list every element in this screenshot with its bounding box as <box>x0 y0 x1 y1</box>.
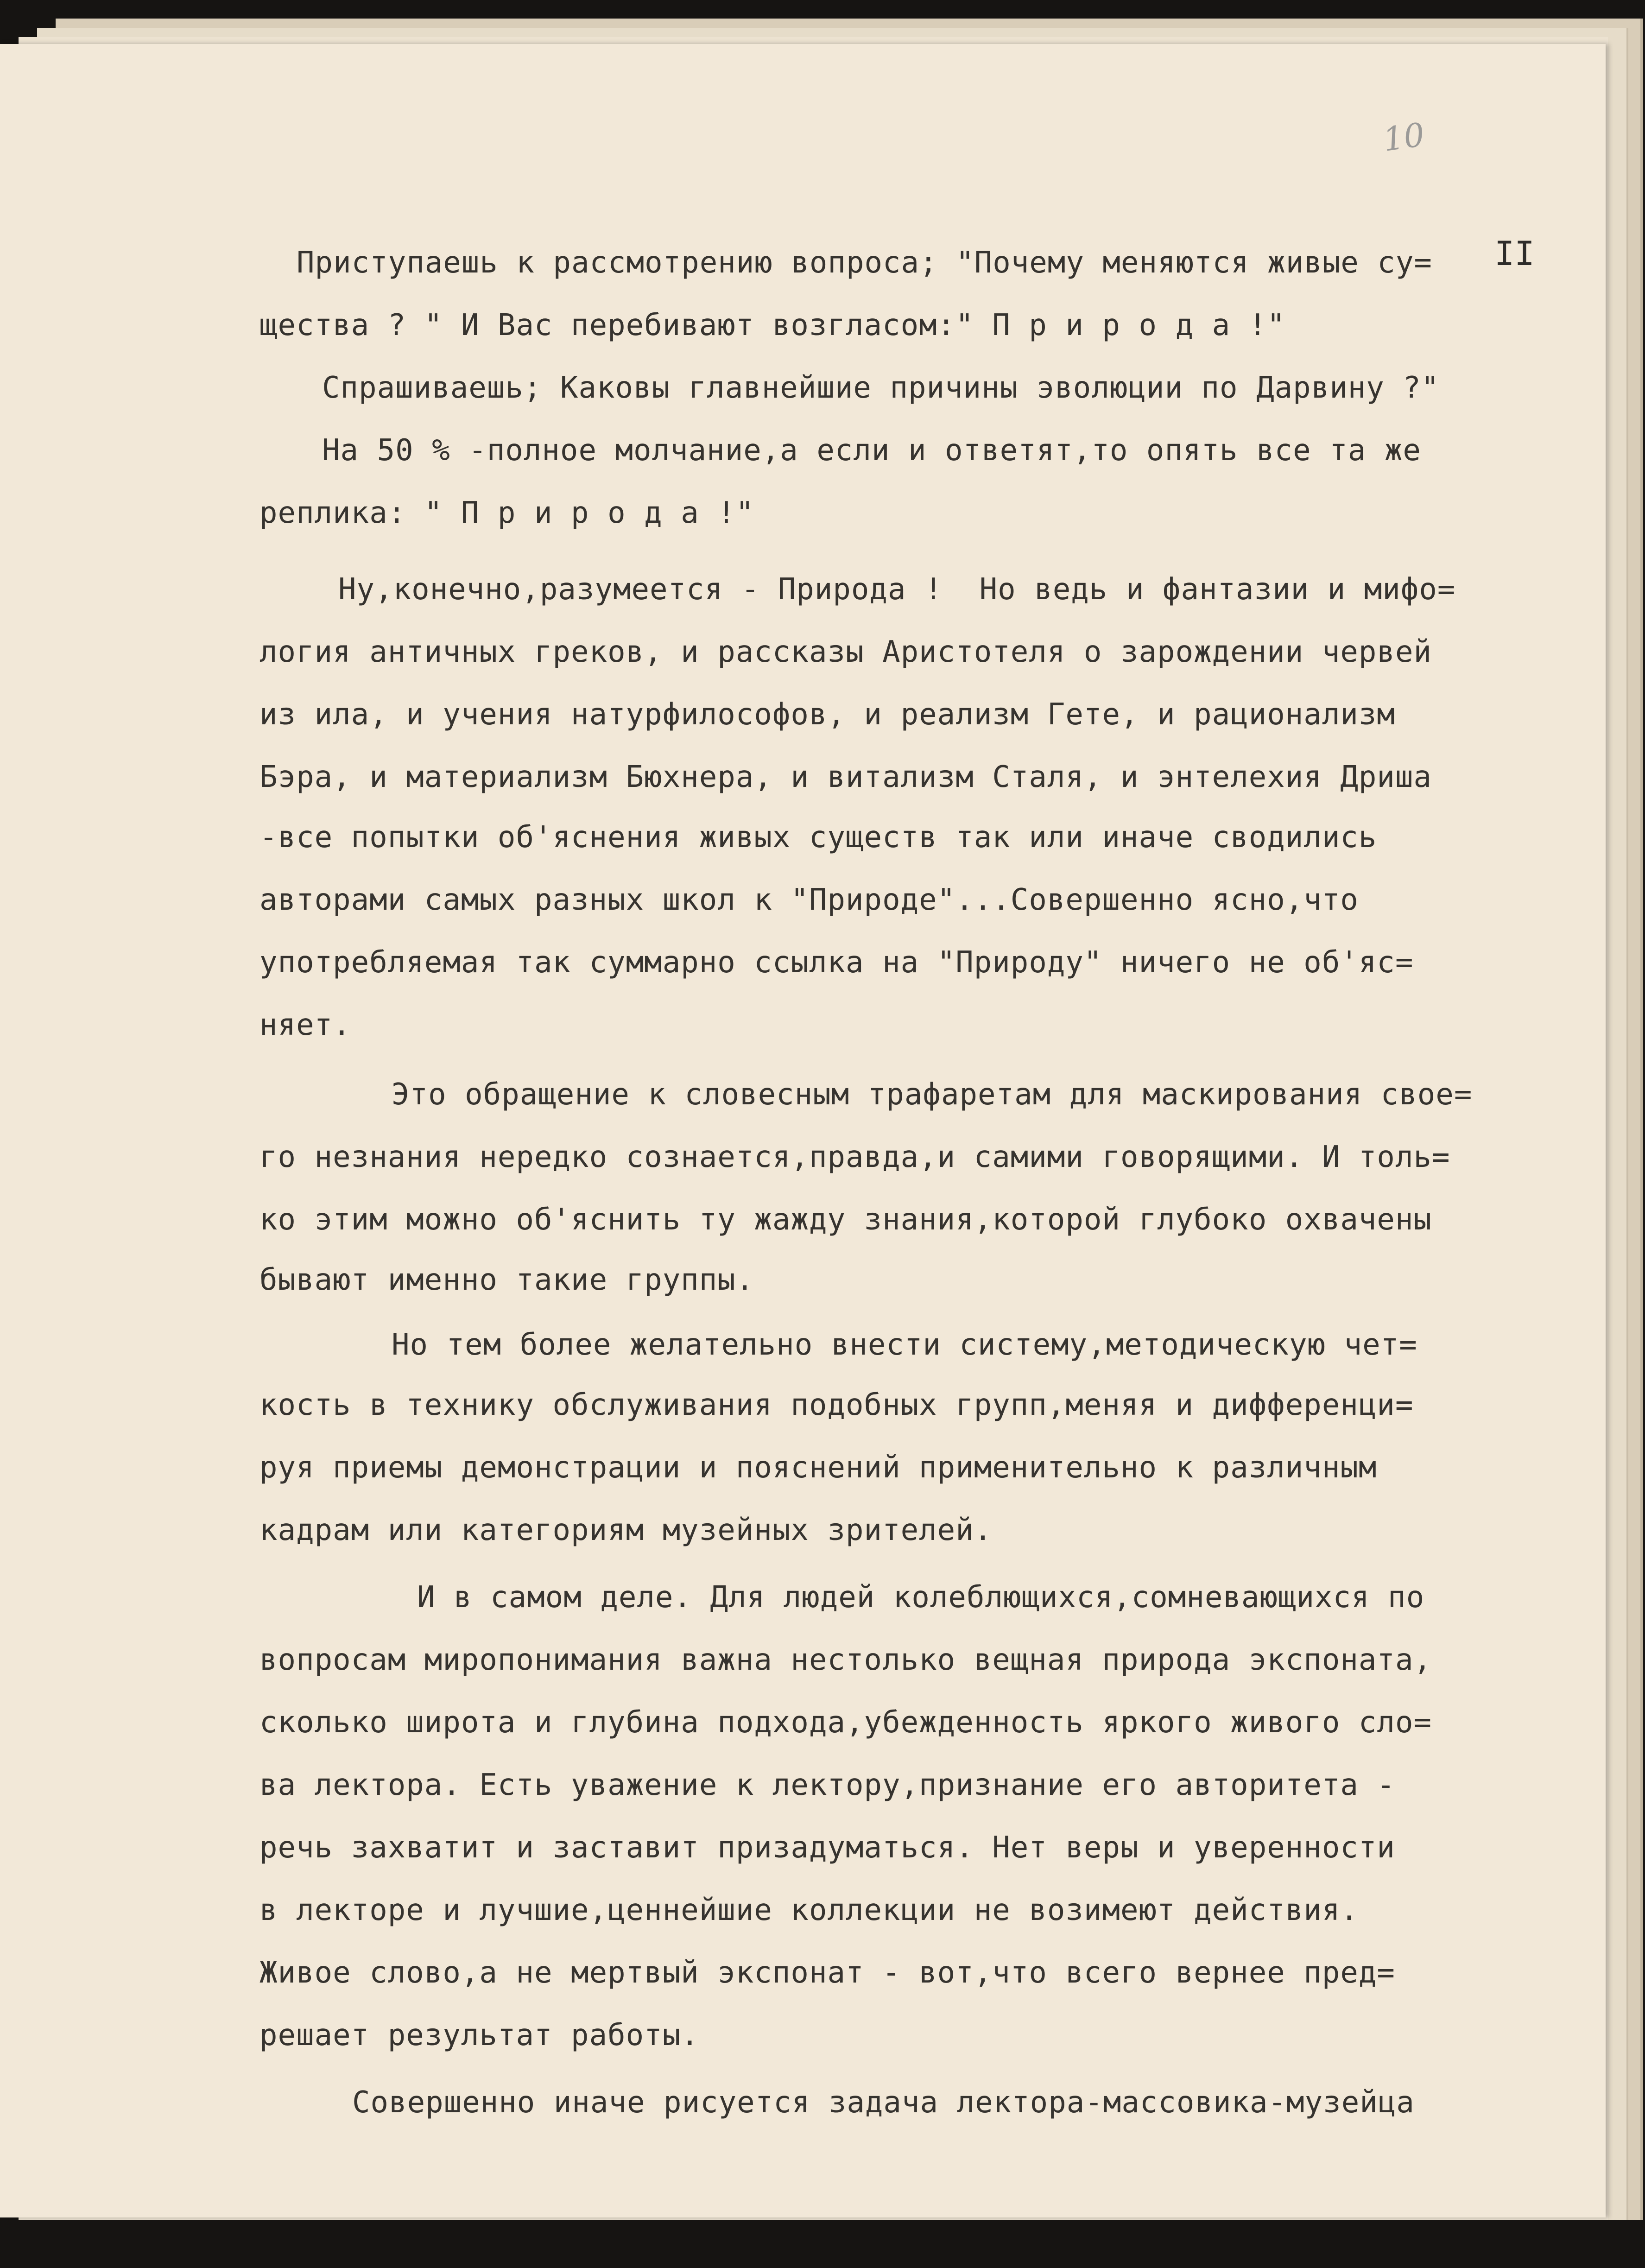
text-line: реплика: " П р и р о д а !" <box>259 496 754 530</box>
text-line: бывают именно такие группы. <box>259 1263 754 1297</box>
text-line: речь захватит и заставит призадуматься. Нет веры и уверенности <box>259 1831 1395 1865</box>
text-line: Это обращение к словесным трафаретам для маскирования свое= <box>392 1077 1473 1112</box>
text-line: Спрашиваешь; Каковы главнейшие причины эволюции по Дарвину ?" <box>322 371 1440 405</box>
text-line: логия античных греков, и рассказы Аристотеля о зарождении червей <box>259 635 1432 669</box>
text-line: в лекторе и лучшие,ценнейшие коллекции не возимеют действия. <box>259 1893 1359 1927</box>
text-line: -все попытки об'яснения живых существ так или иначе сводились <box>259 820 1377 855</box>
text-line: кадрам или категориям музейных зрителей. <box>259 1513 993 1547</box>
text-line: На 50 % -полное молчание,а если и ответят,то опять все та же <box>322 433 1421 468</box>
text-line: решает результат работы. <box>259 2018 699 2053</box>
scan-background <box>0 2220 1645 2268</box>
text-line: из ила, и учения натурфилософов, и реализм Гете, и рационализм <box>259 697 1395 732</box>
text-line: щества ? " И Вас перебивают возгласом:" П р и р о д а !" <box>259 308 1285 342</box>
text-line: ва лектора. Есть уважение к лектору,признание его авторитета - <box>259 1768 1395 1802</box>
text-line: Ну,конечно,разумеется - Природа ! Но ведь и фантазии и мифо= <box>338 572 1456 607</box>
text-line: авторами самых разных школ к "Природе"...Совершенно ясно,что <box>259 883 1359 917</box>
text-line: Приступаешь к рассмотрению вопроса; "Почему меняются живые су= <box>297 246 1432 280</box>
text-line: сколько широта и глубина подхода,убежденность яркого живого сло= <box>259 1705 1432 1740</box>
text-line: ко этим можно об'яснить ту жажду знания,которой глубоко охвачены <box>259 1203 1432 1237</box>
text-line: Совершенно иначе рисуется задача лектора-массовика-музейца <box>352 2085 1415 2120</box>
body-text <box>0 44 1606 2120</box>
text-line: вопросам миропонимания важна нестолько вещная природа экспоната, <box>259 1643 1432 1677</box>
page-number: II <box>1494 234 1535 273</box>
text-line: Бэра, и материализм Бюхнера, и витализм Сталя, и энтелехия Дриша <box>259 760 1432 794</box>
text-line: Живое слово,а не мертвый экспонат - вот,что всего вернее пред= <box>259 1956 1395 1990</box>
text-line: употребляемая так суммарно ссылка на "Природу" ничего не об'яс= <box>259 945 1414 980</box>
text-line: го незнания нередко сознается,правда,и самими говорящими. И толь= <box>259 1140 1450 1174</box>
typewritten-page <box>0 44 1606 2217</box>
text-line: Но тем более желательно внести систему,методическую чет= <box>392 1328 1417 1362</box>
text-line: руя приемы демонстрации и пояснений применительно к различным <box>259 1451 1377 1485</box>
handwritten-page-mark: 10 <box>1380 115 1427 159</box>
text-line: И в самом деле. Для людей колеблющихся,сомневающихся по <box>417 1580 1425 1615</box>
text-line: кость в технику обслуживания подобных групп,меняя и дифференци= <box>259 1388 1414 1422</box>
text-line: няет. <box>259 1008 351 1042</box>
